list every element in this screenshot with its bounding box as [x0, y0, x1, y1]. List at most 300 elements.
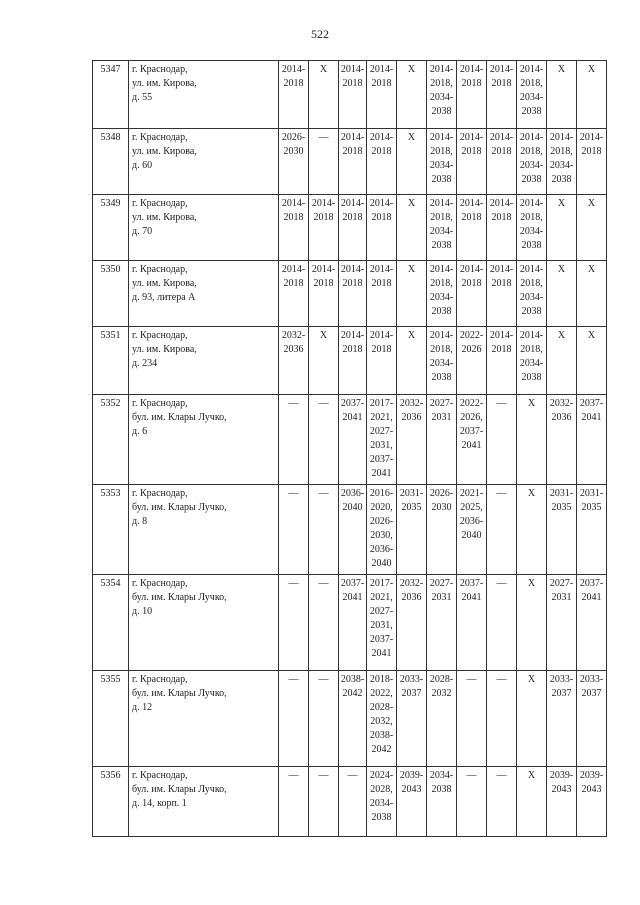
period-cell [339, 485, 367, 575]
period-line: — [496, 674, 507, 685]
period-line: — [318, 132, 329, 143]
period-cell [577, 485, 607, 575]
period-line: X [319, 64, 328, 75]
period-line: 2018 [313, 278, 334, 289]
period-cell [487, 61, 517, 129]
period-line: X [319, 330, 328, 341]
period-line: 2040 [371, 558, 392, 569]
period-line: 2027- [429, 578, 454, 589]
period-line: 2018 [461, 78, 482, 89]
period-line: 2031 [551, 592, 572, 603]
period-line: 2038 [521, 174, 542, 185]
period-cell [339, 575, 367, 671]
period-line: X [587, 198, 596, 209]
period-cell [517, 61, 547, 129]
period-cell [577, 395, 607, 485]
period-line: 2014- [281, 264, 306, 275]
period-line: 2018 [371, 146, 392, 157]
period-cell [487, 261, 517, 327]
period-line: 2024- [369, 770, 394, 781]
period-line: 2038 [431, 784, 452, 795]
period-cell [367, 671, 397, 767]
period-line: 2038 [521, 306, 542, 317]
table-row [93, 575, 607, 671]
period-line: X [557, 264, 566, 275]
period-line: 2014- [429, 64, 454, 75]
period-line: 2014- [429, 132, 454, 143]
period-line: 2018 [491, 212, 512, 223]
period-cell [339, 61, 367, 129]
period-line: 2031 [431, 592, 452, 603]
period-line: 2014- [519, 264, 544, 275]
period-cell [367, 261, 397, 327]
period-cell [397, 575, 427, 671]
period-line: — [466, 674, 477, 685]
period-line: 2014- [489, 330, 514, 341]
period-line: 2034- [429, 226, 454, 237]
period-line: — [496, 488, 507, 499]
period-line: 2037- [579, 398, 604, 409]
period-cell [577, 327, 607, 395]
period-cell [517, 327, 547, 395]
period-line: X [527, 488, 536, 499]
period-cell [547, 395, 577, 485]
period-cell [457, 767, 487, 837]
period-line: X [527, 674, 536, 685]
period-line: 2014- [281, 198, 306, 209]
address-line: г. Краснодар, [132, 198, 188, 209]
period-line: 2014- [489, 132, 514, 143]
address-line: д. 6 [132, 426, 148, 437]
period-cell [487, 485, 517, 575]
period-line: 2040 [342, 502, 363, 513]
period-line: 2034- [429, 358, 454, 369]
period-line: 2018, [520, 344, 543, 355]
period-line: 2037 [581, 688, 602, 699]
period-line: 2014- [519, 64, 544, 75]
period-cell [279, 61, 309, 129]
address-line: г. Краснодар, [132, 770, 188, 781]
address-line: бул. им. Клары Лучко, [132, 592, 227, 603]
period-line: 2032- [399, 398, 424, 409]
period-cell [309, 61, 339, 129]
period-line: 2034- [549, 160, 574, 171]
period-line: 2014- [369, 198, 394, 209]
period-line: 2014- [369, 132, 394, 143]
period-line: 2022- [459, 398, 484, 409]
period-line: 2034- [519, 160, 544, 171]
period-line: 2018 [491, 78, 512, 89]
period-line: 2038 [431, 106, 452, 117]
period-line: 2038 [371, 812, 392, 823]
period-cell [427, 327, 457, 395]
period-cell [547, 485, 577, 575]
period-cell [487, 767, 517, 837]
period-cell [339, 129, 367, 195]
period-line: 2034- [429, 160, 454, 171]
period-cell [457, 485, 487, 575]
address-line: г. Краснодар, [132, 398, 188, 409]
period-cell [487, 327, 517, 395]
period-cell [339, 261, 367, 327]
period-line: 2031, [370, 620, 393, 631]
period-cell [367, 575, 397, 671]
period-line: 2018 [283, 212, 304, 223]
address-line: бул. им. Клары Лучко, [132, 502, 227, 513]
period-line: X [557, 198, 566, 209]
period-cell [339, 327, 367, 395]
period-cell [367, 195, 397, 261]
period-line: 2014- [459, 64, 484, 75]
period-cell [279, 485, 309, 575]
period-cell [309, 327, 339, 395]
period-line: 2014- [340, 198, 365, 209]
period-line: 2018 [491, 146, 512, 157]
period-cell [339, 195, 367, 261]
period-line: 2033- [399, 674, 424, 685]
address-line: г. Краснодар, [132, 264, 188, 275]
period-cell [487, 195, 517, 261]
period-line: X [587, 264, 596, 275]
address-cell [129, 61, 279, 129]
address-line: д. 70 [132, 226, 153, 237]
period-line: — [318, 398, 329, 409]
period-cell [427, 129, 457, 195]
page-number: 522 [311, 27, 329, 41]
period-cell [309, 395, 339, 485]
period-line: 2025, [460, 502, 483, 513]
address-line: г. Краснодар, [132, 330, 188, 341]
table-row [93, 767, 607, 837]
period-line: 2018 [371, 212, 392, 223]
period-line: 2041 [371, 648, 392, 659]
table-row [93, 195, 607, 261]
period-cell [279, 129, 309, 195]
period-line: 2018, [550, 146, 573, 157]
period-line: 2036 [401, 412, 422, 423]
period-line: 2014- [311, 198, 336, 209]
period-line: 2018 [371, 78, 392, 89]
period-cell [427, 485, 457, 575]
period-line: 2018 [313, 212, 334, 223]
row-number: 5350 [93, 261, 129, 327]
period-line: X [527, 770, 536, 781]
period-line: X [407, 132, 416, 143]
period-line: 2018 [371, 344, 392, 355]
period-line: 2022- [459, 330, 484, 341]
period-line: 2039- [549, 770, 574, 781]
address-cell [129, 767, 279, 837]
period-line: 2014- [459, 198, 484, 209]
address-line: ул. им. Кирова, [132, 344, 197, 355]
period-line: 2030 [283, 146, 304, 157]
period-cell [487, 395, 517, 485]
period-line: 2014- [519, 198, 544, 209]
period-cell [577, 767, 607, 837]
period-cell [547, 767, 577, 837]
period-line: 2043 [581, 784, 602, 795]
period-line: X [407, 264, 416, 275]
period-cell [309, 485, 339, 575]
period-line: 2030 [431, 502, 452, 513]
period-line: 2027- [369, 426, 394, 437]
period-cell [427, 575, 457, 671]
row-number: 5356 [93, 767, 129, 837]
address-line: бул. им. Клары Лучко, [132, 688, 227, 699]
period-line: 2034- [369, 798, 394, 809]
period-line: 2031- [399, 488, 424, 499]
period-line: 2026- [429, 488, 454, 499]
table-row [93, 671, 607, 767]
period-cell [279, 671, 309, 767]
period-cell [517, 195, 547, 261]
period-cell [427, 395, 457, 485]
period-line: 2026- [281, 132, 306, 143]
period-line: 2018, [520, 146, 543, 157]
period-cell [517, 485, 547, 575]
period-line: X [407, 64, 416, 75]
address-cell [129, 671, 279, 767]
period-line: X [407, 198, 416, 209]
period-line: 2017- [369, 398, 394, 409]
period-line: 2014- [340, 330, 365, 341]
period-line: 2038 [431, 306, 452, 317]
period-line: 2037- [459, 426, 484, 437]
period-line: 2014- [579, 132, 604, 143]
period-line: 2018 [371, 278, 392, 289]
period-line: 2018, [520, 78, 543, 89]
address-cell [129, 261, 279, 327]
period-cell [367, 395, 397, 485]
period-line: 2041 [342, 412, 363, 423]
period-line: 2021, [370, 592, 393, 603]
period-line: 2014- [519, 132, 544, 143]
address-line: г. Краснодар, [132, 488, 188, 499]
period-line: 2041 [342, 592, 363, 603]
row-number: 5351 [93, 327, 129, 395]
period-line: 2042 [371, 744, 392, 755]
period-line: 2028- [369, 702, 394, 713]
period-line: 2032- [549, 398, 574, 409]
period-line: — [318, 770, 329, 781]
period-line: — [288, 770, 299, 781]
period-cell [457, 395, 487, 485]
table-row [93, 485, 607, 575]
period-cell [517, 671, 547, 767]
table-row [93, 61, 607, 129]
period-line: 2014- [369, 264, 394, 275]
period-line: — [496, 770, 507, 781]
period-line: 2033- [549, 674, 574, 685]
period-line: — [496, 578, 507, 589]
period-line: 2036- [459, 516, 484, 527]
period-line: 2026, [460, 412, 483, 423]
schedule-table [92, 60, 607, 837]
period-line: 2026 [461, 344, 482, 355]
period-line: 2036 [283, 344, 304, 355]
period-cell [279, 395, 309, 485]
period-cell [547, 327, 577, 395]
period-cell [517, 575, 547, 671]
period-line: 2014- [459, 132, 484, 143]
address-line: г. Краснодар, [132, 674, 188, 685]
period-line: 2032 [431, 688, 452, 699]
period-cell [457, 129, 487, 195]
period-line: 2038- [369, 730, 394, 741]
period-line: 2018- [369, 674, 394, 685]
period-line: X [587, 330, 596, 341]
period-cell [397, 485, 427, 575]
period-line: 2014- [429, 198, 454, 209]
period-line: 2037- [459, 578, 484, 589]
period-cell [577, 195, 607, 261]
period-cell [309, 671, 339, 767]
period-line: 2037- [369, 454, 394, 465]
period-line: 2041 [461, 592, 482, 603]
period-line: 2031- [549, 488, 574, 499]
period-cell [517, 395, 547, 485]
period-line: 2039- [399, 770, 424, 781]
period-cell [547, 575, 577, 671]
address-line: г. Краснодар, [132, 578, 188, 589]
period-cell [487, 575, 517, 671]
table-row [93, 327, 607, 395]
period-cell [397, 61, 427, 129]
period-line: 2034- [429, 292, 454, 303]
period-line: 2037- [340, 578, 365, 589]
row-number: 5349 [93, 195, 129, 261]
period-line: 2018 [342, 212, 363, 223]
period-line: 2016- [369, 488, 394, 499]
period-cell [427, 261, 457, 327]
period-line: 2017- [369, 578, 394, 589]
period-cell [367, 485, 397, 575]
period-cell [397, 767, 427, 837]
period-line: 2040 [461, 530, 482, 541]
period-line: 2041 [461, 440, 482, 451]
period-cell [577, 61, 607, 129]
period-line: 2035 [581, 502, 602, 513]
address-cell [129, 327, 279, 395]
period-line: — [288, 674, 299, 685]
period-cell [487, 129, 517, 195]
address-line: бул. им. Клары Лучко, [132, 412, 227, 423]
period-cell [577, 575, 607, 671]
period-line: 2038 [521, 240, 542, 251]
address-line: ул. им. Кирова, [132, 212, 197, 223]
period-cell [397, 195, 427, 261]
period-line: 2037- [340, 398, 365, 409]
period-line: 2039- [579, 770, 604, 781]
period-cell [397, 395, 427, 485]
period-cell [367, 327, 397, 395]
period-line: 2038 [521, 372, 542, 383]
address-cell [129, 575, 279, 671]
period-line: 2014- [549, 132, 574, 143]
period-cell [397, 671, 427, 767]
period-cell [279, 327, 309, 395]
period-line: 2036 [401, 592, 422, 603]
period-cell [577, 129, 607, 195]
period-cell [457, 261, 487, 327]
row-number: 5353 [93, 485, 129, 575]
period-cell [397, 261, 427, 327]
row-number: 5355 [93, 671, 129, 767]
address-line: д. 12 [132, 702, 153, 713]
period-line: 2031- [579, 488, 604, 499]
period-cell [339, 767, 367, 837]
address-line: д. 14, корп. 1 [132, 798, 187, 809]
period-line: 2035 [401, 502, 422, 513]
period-cell [309, 129, 339, 195]
period-line: 2038 [431, 372, 452, 383]
row-number: 5352 [93, 395, 129, 485]
period-line: 2018 [283, 278, 304, 289]
period-cell [309, 575, 339, 671]
period-cell [547, 129, 577, 195]
address-line: ул. им. Кирова, [132, 78, 197, 89]
period-line: 2014- [340, 132, 365, 143]
period-line: 2018, [430, 344, 453, 355]
period-line: 2014- [429, 330, 454, 341]
period-cell [339, 671, 367, 767]
period-cell [367, 61, 397, 129]
period-line: 2018 [461, 278, 482, 289]
address-line: д. 60 [132, 160, 153, 171]
period-line: 2041 [581, 592, 602, 603]
period-line: X [527, 578, 536, 589]
period-line: 2036- [340, 488, 365, 499]
period-cell [517, 129, 547, 195]
period-cell [457, 61, 487, 129]
period-line: 2032, [370, 716, 393, 727]
period-line: 2018, [430, 212, 453, 223]
address-line: д. 234 [132, 358, 158, 369]
table-row [93, 395, 607, 485]
row-number: 5348 [93, 129, 129, 195]
period-cell [547, 195, 577, 261]
address-cell [129, 195, 279, 261]
period-line: 2034- [519, 92, 544, 103]
period-line: 2014- [369, 64, 394, 75]
period-line: — [318, 674, 329, 685]
period-line: 2018, [520, 212, 543, 223]
period-line: — [496, 398, 507, 409]
period-cell [309, 195, 339, 261]
period-line: X [557, 64, 566, 75]
period-cell [397, 129, 427, 195]
period-cell [547, 61, 577, 129]
period-line: 2018 [491, 344, 512, 355]
period-cell [517, 261, 547, 327]
period-cell [279, 261, 309, 327]
period-line: — [318, 578, 329, 589]
period-cell [517, 767, 547, 837]
period-line: — [288, 488, 299, 499]
period-line: 2018 [342, 146, 363, 157]
period-cell [279, 575, 309, 671]
period-line: X [407, 330, 416, 341]
period-line: 2021, [370, 412, 393, 423]
address-line: д. 10 [132, 606, 153, 617]
period-line: 2018, [520, 278, 543, 289]
period-line: 2032- [399, 578, 424, 589]
period-line: 2018 [581, 146, 602, 157]
period-line: 2037 [401, 688, 422, 699]
period-cell [427, 195, 457, 261]
period-line: — [288, 398, 299, 409]
period-line: 2042 [342, 688, 363, 699]
